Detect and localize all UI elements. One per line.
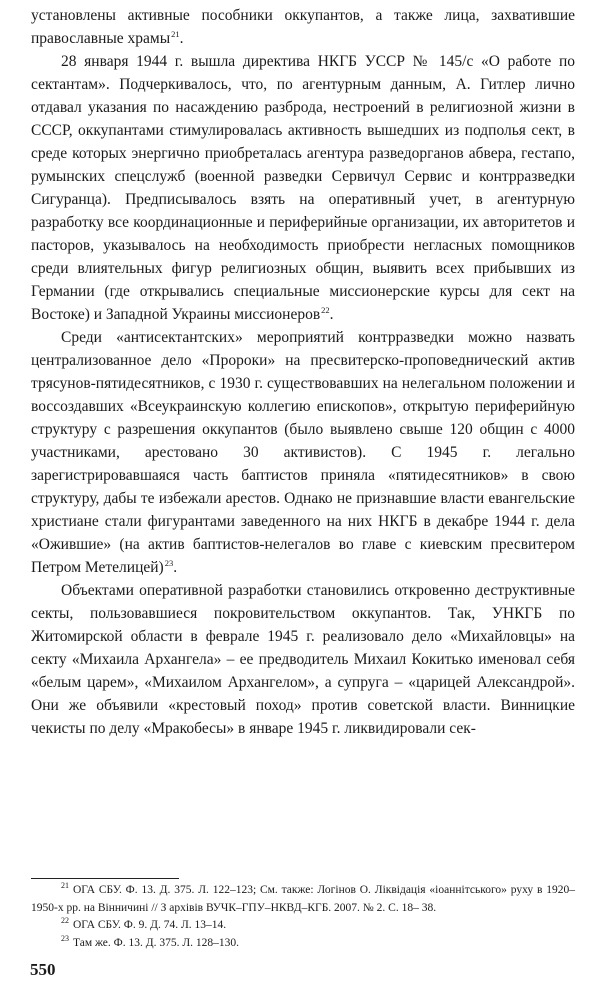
footnote-number: 23: [61, 933, 69, 943]
paragraph-2-text: 28 января 1944 г. вышла директива НКГБ УССР № 145/с «О работе по сектантам». Подчеркивалось, что, по агентурным данным, А. Гитлер лично отдавал указания по насаждению разброда, нестроений в религиозной жизни в СССР, оккупантами стимулировалась активность вышедших из подполья сект, в среде которых энергично приобреталась агентура разведорганов абвера, гестапо, румынских спецслужб (военной разведки Сервичул Сервис и контрразведки Сигуранца). Предписывалось взять на оперативный учет, в агентурную разработку все координационные и периферийные организации, их авторитетов и пасторов, указывалось на необходимость приобрести негласных помощников среди влиятельных фигур религиозных общин, выявить всех прибывших из Германии (где открывались специальные миссионерские курсы для сект на Востоке) и Западной Украины миссионеров: [31, 53, 575, 323]
page-number: 550: [30, 960, 56, 979]
footnote-text: ОГА СБУ. Ф. 9. Д. 74. Л. 13–14.: [73, 919, 227, 931]
paragraph-4-text: Объектами оперативной разработки становились откровенно деструктивные секты, пользовавшиеся покровительством оккупантов. Так, УНКГБ по Житомирской области в феврале 1945 г. реализовало дело «Михайловцы» на секту «Михаила Архангела» – ее предводитель Михаил Кокитько именовал себя «белым царем», «Михаилом Архангелом», а супруга – «царицей Александрой». Они же объявили «крестовый поход» против советской власти. Винницкие чекисты по делу «Мракобесы» в январе 1945 г. ликвидировали сек-: [31, 582, 575, 737]
body-text: [31, 4, 575, 740]
footnote-23: [31, 935, 575, 953]
footnote-ref-21: 21: [171, 28, 180, 39]
paragraph-3-tail: .: [173, 559, 178, 576]
footnotes: [31, 882, 575, 952]
footnote-text: Там же. Ф. 13. Д. 375. Л. 128–130.: [73, 936, 239, 949]
footnote-number: 22: [61, 916, 69, 926]
footnote-ref-22: 22: [321, 304, 330, 315]
footnote-22: [31, 917, 575, 935]
paragraph-4: [31, 579, 575, 740]
paragraph-2: [31, 50, 575, 326]
paragraph-1-tail: .: [179, 30, 184, 47]
paragraph-2-tail: .: [329, 306, 334, 323]
footnote-separator: [31, 878, 179, 879]
footnote-text: ОГА СБУ. Ф. 13. Д. 375. Л. 122–123; См. также: Логінов О. Ліквідація «іоаннітського» руху в 1920–1950-х рр. на Вінничині // З архівів ВУЧК–ГПУ–НКВД–КГБ. 2007. № 2. С. 18– 38.: [31, 884, 575, 914]
paragraph-1: [31, 4, 575, 50]
paragraph-3: [31, 326, 575, 579]
paragraph-3-text: Среди «антисектантских» мероприятий контрразведки можно назвать централизованное дело «Пророки» на пресвитерско-проповеднический актив трясунов-пятидесятников, с 1930 г. существовавших на нелегальном положении и воссоздавших «Всеукраинскую коллегию епископов», открытую периферийную структуру с разрешения оккупантов (было выявлено свыше 120 общин с 4000 участниками, арестовано 30 активистов). С 1945 г. легально зарегистрировавшаяся часть баптистов приняла «пятидесятников» в свою структуру, дабы те избежали арестов. Однако не признавшие власти евангельские христиане стали фигурантами заведенного на них НКГБ в декабре 1944 г. дела «Ожившие» (на актив баптистов-нелегалов во главе с киевским пресвитером Петром Метелицей): [31, 329, 575, 576]
footnote-21: [31, 882, 575, 917]
paragraph-1-text: установлены активные пособники оккупантов, а также лица, захватившие православные храмы: [31, 7, 575, 47]
footnote-number: 21: [61, 881, 69, 891]
footnote-ref-23: 23: [164, 557, 174, 568]
